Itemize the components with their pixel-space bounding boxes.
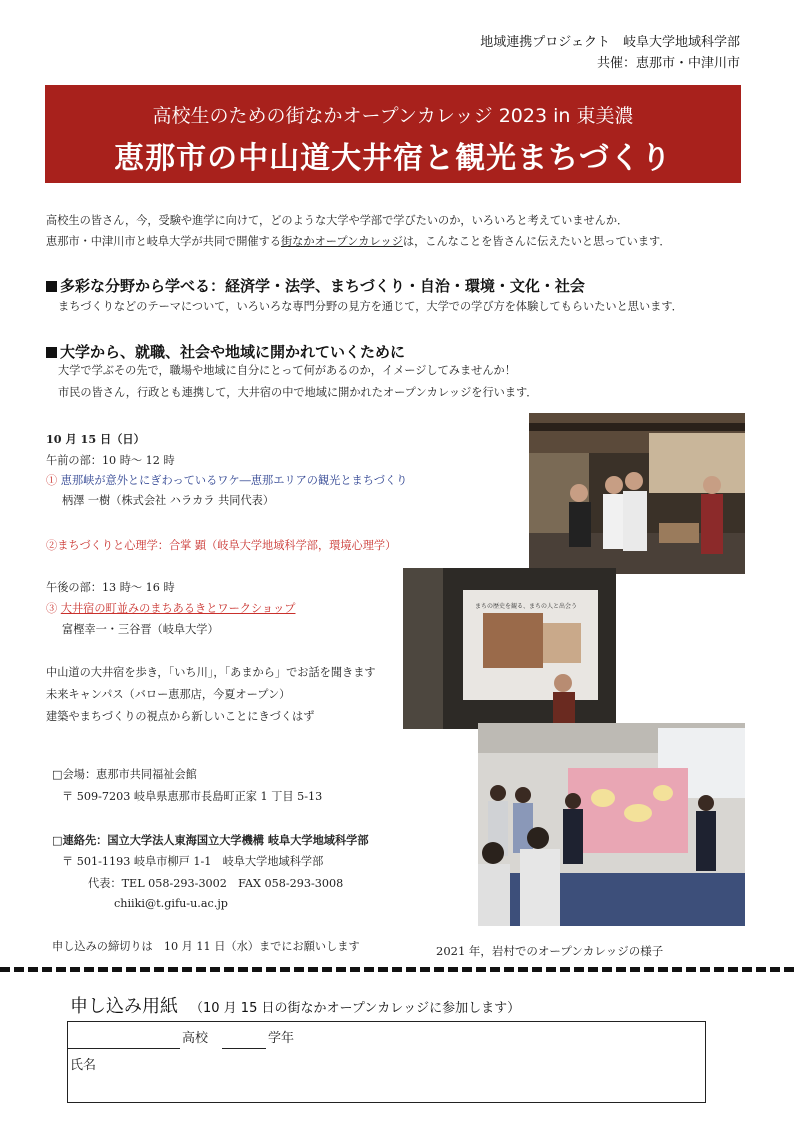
talk-1-title-text: 恵那峡が意外とにぎわっているワケ―恵那エリアの観光とまちづくり [60, 474, 408, 487]
talk-1-number: ① [46, 474, 58, 487]
cohost-line: 共催：恵那市・中津川市 [596, 56, 740, 71]
contact-email[interactable]: chiiki@t.gifu-u.ac.jp [114, 897, 228, 910]
intro-text-after: は，こんなことを皆さんに伝えたいと思っています． [402, 235, 671, 248]
section-2-body-2: 市民の皆さん，行政とも連携して，大井宿の中で地域に開かれたオープンカレッジを行います． [58, 386, 538, 399]
section-1-heading-text: 多彩な分野から学べる：経済学・法学、まちづくり・自治・環境・文化・社会 [60, 277, 585, 295]
square-bullet-icon [46, 347, 57, 358]
intro-text-before: 恵那市・中津川市と岐阜大学が共同で開催する [46, 235, 281, 248]
contact-address: 〒 501-1193 岐阜市柳戸 1-1 岐阜大学地域科学部 [62, 855, 324, 868]
shop-scene-image [529, 413, 745, 574]
name-label: 氏名 [70, 1058, 97, 1073]
event-date: 10 月 15 日（日） [46, 432, 145, 446]
talk-3-title-text: 大井宿の町並みのまちあるきとワークショップ [60, 602, 296, 615]
walk-description-2: 未来キャンパス（バロー恵那店，今夏オープン） [46, 688, 291, 701]
application-deadline: 申し込みの締切りは 10 月 11 日（水）までにお願いします [52, 940, 360, 953]
section-2-heading-text: 大学から、就職、社会や地域に開かれていくために [60, 343, 406, 361]
intro-line-1: 高校生の皆さん，今，受験や進学に向けて，どのような大学や学部で学びたいのか，いろいろと考えていませんか． [46, 214, 629, 227]
cut-line-divider [0, 967, 794, 972]
banner-title: 恵那市の中山道大井宿と観光まちづくり [114, 141, 672, 176]
talk-3-speaker: 富樫幸一・三谷晋（岐阜大学） [62, 623, 219, 636]
morning-session: 午前の部：10 時～ 12 時 [46, 454, 175, 467]
application-form-title [70, 992, 520, 1018]
lecture-scene-image [403, 568, 616, 729]
contact-phone: 代表：TEL 058-293-3002 FAX 058-293-3008 [88, 877, 344, 890]
walk-description-1: 中山道の大井宿を歩き，「いち川」，「あまから」でお話を聞きます [46, 666, 376, 679]
photo-lecture [403, 568, 616, 729]
talk-2-title: まちづくりと心理学： [57, 539, 169, 552]
afternoon-session: 午後の部：13 時～ 16 時 [46, 581, 175, 594]
contact-label: □連絡先：国立大学法人東海国立大学機構 岐阜大学地域科学部 [52, 833, 369, 847]
section-1-body: まちづくりなどのテーマについて，いろいろな専門分野の見方を通じて，大学での学び方を体験してもらいたいと思います． [58, 300, 683, 313]
walk-description-3: 建築やまちづくりの視点から新しいことにきづくはず [46, 710, 315, 723]
workshop-scene-image [478, 723, 745, 926]
name-field[interactable] [104, 1052, 694, 1096]
talk-2-speaker: 合掌 顕（岐阜大学地域科学部，環境心理学） [168, 539, 397, 552]
talk-1-title [46, 472, 407, 488]
form-title-text: 申し込み用紙 [70, 996, 178, 1017]
school-suffix-label: 高校 [182, 1031, 209, 1046]
title-banner [45, 85, 741, 183]
grade-suffix-label: 学年 [268, 1031, 295, 1046]
section-2-heading [46, 341, 405, 362]
talk-2-number: ② [46, 539, 58, 552]
organizer-line: 地域連携プロジェクト 岐阜大学地域科学部 [480, 35, 740, 50]
grade-field[interactable] [222, 1026, 266, 1049]
photo-visit-shop [529, 413, 745, 574]
section-2-body-1: 大学で学ぶその先で，職場や地域に自分にとって何があるのか，イメージしてみませんか！ [58, 364, 516, 377]
photo-workshop [478, 723, 745, 926]
section-1-heading [46, 275, 585, 296]
application-form-box [67, 1021, 706, 1103]
talk-2 [46, 537, 396, 553]
talk-1-speaker: 柄澤 一樹（株式会社 ハラカラ 共同代表） [62, 494, 275, 507]
intro-line-2 [46, 233, 671, 249]
open-college-link-text: 街なかオープンカレッジ [280, 235, 403, 248]
school-name-field[interactable] [68, 1026, 180, 1049]
square-bullet-icon [46, 281, 57, 292]
slide-text: まちの歴史を観る、まちの人と出会う [475, 603, 578, 610]
talk-3-number: ③ [46, 602, 58, 615]
venue-address: 〒 509-7203 岐阜県恵那市長島町正家 1 丁目 5-13 [62, 790, 323, 803]
banner-subtitle: 高校生のための街なかオープンカレッジ 2023 in 東美濃 [152, 105, 634, 127]
venue-label: □会場：恵那市共同福祉会館 [52, 768, 197, 781]
photo-caption: 2021 年，岩村でのオープンカレッジの様子 [436, 944, 664, 958]
talk-3-title [46, 600, 295, 616]
form-note: （10 月 15 日の街なかオープンカレッジに参加します） [190, 1001, 521, 1016]
